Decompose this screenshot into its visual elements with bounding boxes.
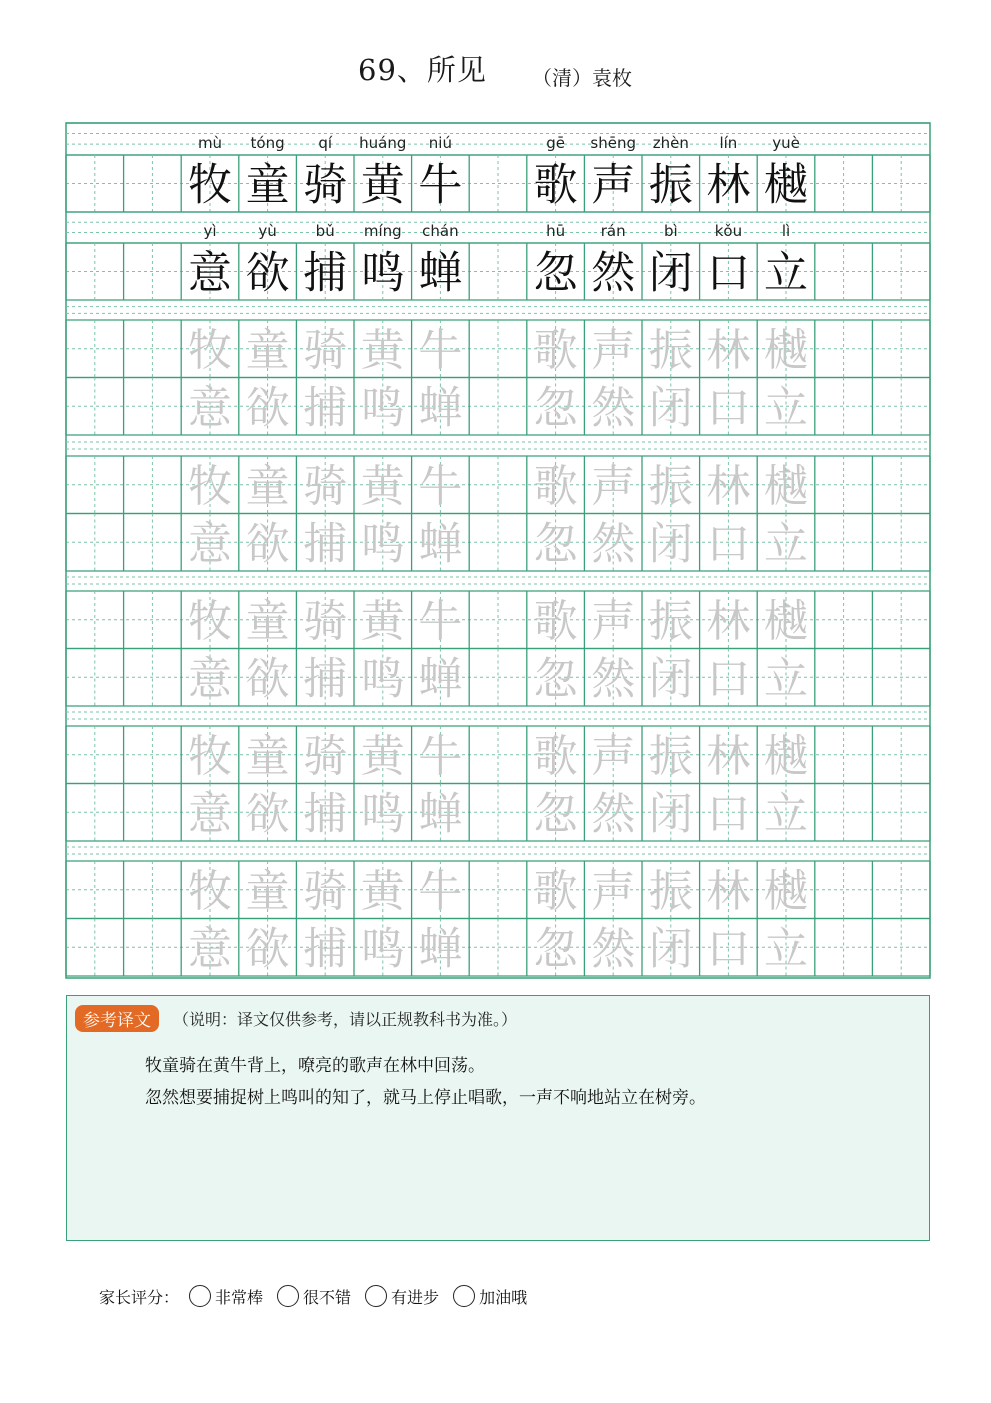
trace-character: 意 <box>188 653 232 705</box>
trace-character: 鸣 <box>360 788 405 840</box>
model-character: 樾 <box>764 159 808 211</box>
trace-character: 林 <box>706 460 751 512</box>
trace-character: 歌 <box>533 595 578 647</box>
trace-character: 然 <box>591 382 636 434</box>
trace-character: 童 <box>245 460 290 512</box>
trace-character: 樾 <box>764 595 808 647</box>
parent-rating <box>99 1281 531 1311</box>
trace-character: 蝉 <box>418 518 463 570</box>
trace-character: 蝉 <box>418 788 463 840</box>
trace-character: 童 <box>245 865 290 917</box>
trace-character: 黄 <box>360 460 405 512</box>
trace-character: 童 <box>245 324 290 376</box>
trace-character: 黄 <box>360 865 405 917</box>
model-character: 歌 <box>533 159 578 211</box>
trace-character: 牧 <box>188 865 232 917</box>
trace-character: 立 <box>764 788 808 840</box>
reference-tag: 参考译文 <box>75 1005 159 1032</box>
trace-character: 忽 <box>533 382 578 434</box>
pinyin-text: qí <box>318 133 333 152</box>
trace-character: 林 <box>706 324 751 376</box>
trace-character: 牛 <box>418 865 463 917</box>
trace-character: 歌 <box>533 324 578 376</box>
trace-character: 振 <box>648 865 693 917</box>
model-character: 闭 <box>648 247 693 299</box>
model-character: 鸣 <box>360 247 405 299</box>
rating-option-label: 非常棒 <box>215 1287 264 1307</box>
model-character: 忽 <box>533 247 578 299</box>
trace-character: 樾 <box>764 460 808 512</box>
pinyin-text: míng <box>363 222 402 241</box>
trace-character: 欲 <box>245 653 290 705</box>
trace-character: 歌 <box>533 865 578 917</box>
reference-note: （说明：译文仅供参考，请以正规教科书为准。） <box>173 1010 518 1029</box>
trace-character: 口 <box>706 788 751 840</box>
trace-character: 意 <box>188 382 232 434</box>
trace-character: 骑 <box>303 865 348 917</box>
pinyin-text: tóng <box>250 133 285 152</box>
trace-character: 欲 <box>245 382 290 434</box>
trace-character: 意 <box>188 788 232 840</box>
trace-character: 忽 <box>533 518 578 570</box>
radio-circle-icon[interactable] <box>189 1285 211 1307</box>
trace-character: 樾 <box>764 865 808 917</box>
pinyin-text: zhèn <box>652 133 689 152</box>
pinyin-text: yuè <box>772 133 800 152</box>
model-character: 捕 <box>303 247 348 299</box>
trace-character: 捕 <box>303 382 348 434</box>
trace-character: 蝉 <box>418 653 463 705</box>
trace-character: 口 <box>706 923 751 975</box>
trace-character: 牛 <box>418 324 463 376</box>
rating-option-label: 很不错 <box>303 1287 352 1307</box>
trace-character: 骑 <box>303 324 348 376</box>
trace-character: 童 <box>245 595 290 647</box>
trace-character: 声 <box>591 865 636 917</box>
pinyin-text: chán <box>422 222 459 241</box>
trace-character: 黄 <box>360 730 405 782</box>
trace-character: 闭 <box>648 788 693 840</box>
trace-character: 欲 <box>245 518 290 570</box>
pinyin-text: gē <box>546 133 565 152</box>
trace-character: 意 <box>188 923 232 975</box>
trace-character: 闭 <box>648 653 693 705</box>
trace-character: 鸣 <box>360 653 405 705</box>
trace-character: 口 <box>706 653 751 705</box>
model-character: 口 <box>706 247 751 299</box>
rating-option-keep-going[interactable] <box>443 1285 527 1308</box>
radio-circle-icon[interactable] <box>277 1285 299 1307</box>
model-character: 林 <box>706 159 751 211</box>
model-character: 欲 <box>245 247 290 299</box>
radio-circle-icon[interactable] <box>453 1285 475 1307</box>
trace-character: 骑 <box>303 730 348 782</box>
model-character: 然 <box>591 247 636 299</box>
model-character: 牛 <box>418 159 463 211</box>
pinyin-text: lín <box>719 133 738 152</box>
trace-character: 忽 <box>533 923 578 975</box>
trace-character: 鸣 <box>360 518 405 570</box>
trace-character: 歌 <box>533 730 578 782</box>
pinyin-text: yì <box>203 222 217 241</box>
trace-character: 捕 <box>303 518 348 570</box>
translation-line: 牧童骑在黄牛背上，嘹亮的歌声在林中回荡。 <box>145 1056 485 1076</box>
reference-translation-box <box>66 995 930 1241</box>
trace-character: 牧 <box>188 460 232 512</box>
pinyin-text: rán <box>600 222 626 241</box>
trace-character: 声 <box>591 460 636 512</box>
trace-character: 鸣 <box>360 382 405 434</box>
model-character: 童 <box>245 159 290 211</box>
trace-character: 牧 <box>188 595 232 647</box>
trace-character: 然 <box>591 653 636 705</box>
trace-character: 振 <box>648 324 693 376</box>
trace-character: 欲 <box>245 788 290 840</box>
rating-option-label: 加油哦 <box>479 1287 528 1307</box>
pinyin-text: huáng <box>359 133 407 152</box>
trace-character: 声 <box>591 595 636 647</box>
trace-character: 欲 <box>245 923 290 975</box>
model-character: 蝉 <box>418 247 463 299</box>
trace-character: 林 <box>706 730 751 782</box>
trace-character: 樾 <box>764 324 808 376</box>
model-character: 意 <box>188 247 232 299</box>
pinyin-text: lì <box>781 222 791 241</box>
rating-option-progress[interactable] <box>355 1285 439 1308</box>
pinyin-text: niú <box>428 133 452 152</box>
trace-character: 立 <box>764 923 808 975</box>
trace-character: 鸣 <box>360 923 405 975</box>
trace-character: 声 <box>591 324 636 376</box>
trace-character: 牛 <box>418 460 463 512</box>
trace-character: 闭 <box>648 923 693 975</box>
trace-character: 牧 <box>188 730 232 782</box>
pinyin-text: kǒu <box>714 222 743 241</box>
pinyin-text: bì <box>663 222 678 241</box>
model-character: 振 <box>648 159 693 211</box>
trace-character: 骑 <box>303 595 348 647</box>
trace-character: 然 <box>591 923 636 975</box>
trace-character: 牧 <box>188 324 232 376</box>
trace-character: 振 <box>648 730 693 782</box>
model-character: 立 <box>764 247 808 299</box>
rating-label: 家长评分： <box>99 1287 180 1307</box>
poem-author: （清）袁枚 <box>532 66 632 90</box>
trace-character: 口 <box>706 382 751 434</box>
trace-character: 意 <box>188 518 232 570</box>
rating-option-good[interactable] <box>267 1285 351 1308</box>
trace-character: 然 <box>591 788 636 840</box>
translation-line: 忽然想要捕捉树上鸣叫的知了，就马上停止唱歌，一声不响地站立在树旁。 <box>145 1088 706 1108</box>
trace-character: 牛 <box>418 595 463 647</box>
trace-character: 蝉 <box>418 382 463 434</box>
trace-character: 黄 <box>360 324 405 376</box>
trace-character: 立 <box>764 382 808 434</box>
model-character: 黄 <box>360 159 405 211</box>
trace-character: 捕 <box>303 923 348 975</box>
trace-character: 黄 <box>360 595 405 647</box>
trace-character: 捕 <box>303 653 348 705</box>
pinyin-text: shēng <box>590 133 636 152</box>
trace-character: 立 <box>764 653 808 705</box>
trace-character: 樾 <box>764 730 808 782</box>
page-title: 69、所见 <box>358 53 487 87</box>
model-character: 牧 <box>188 159 232 211</box>
trace-character: 然 <box>591 518 636 570</box>
model-character: 声 <box>591 159 636 211</box>
trace-character: 童 <box>245 730 290 782</box>
model-character: 骑 <box>303 159 348 211</box>
trace-character: 林 <box>706 865 751 917</box>
pinyin-text: bǔ <box>315 222 335 241</box>
trace-character: 骑 <box>303 460 348 512</box>
trace-character: 忽 <box>533 653 578 705</box>
trace-character: 捕 <box>303 788 348 840</box>
rating-option-label: 有进步 <box>391 1287 440 1307</box>
trace-character: 闭 <box>648 518 693 570</box>
rating-option-excellent[interactable] <box>179 1285 263 1308</box>
trace-character: 振 <box>648 595 693 647</box>
trace-character: 闭 <box>648 382 693 434</box>
trace-character: 牛 <box>418 730 463 782</box>
pinyin-text: hū <box>546 222 566 241</box>
trace-character: 林 <box>706 595 751 647</box>
trace-character: 蝉 <box>418 923 463 975</box>
trace-character: 口 <box>706 518 751 570</box>
pinyin-text: mù <box>197 133 223 152</box>
trace-character: 忽 <box>533 788 578 840</box>
pinyin-text: yù <box>258 222 277 241</box>
trace-character: 振 <box>648 460 693 512</box>
trace-character: 声 <box>591 730 636 782</box>
trace-character: 歌 <box>533 460 578 512</box>
trace-character: 立 <box>764 518 808 570</box>
radio-circle-icon[interactable] <box>365 1285 387 1307</box>
